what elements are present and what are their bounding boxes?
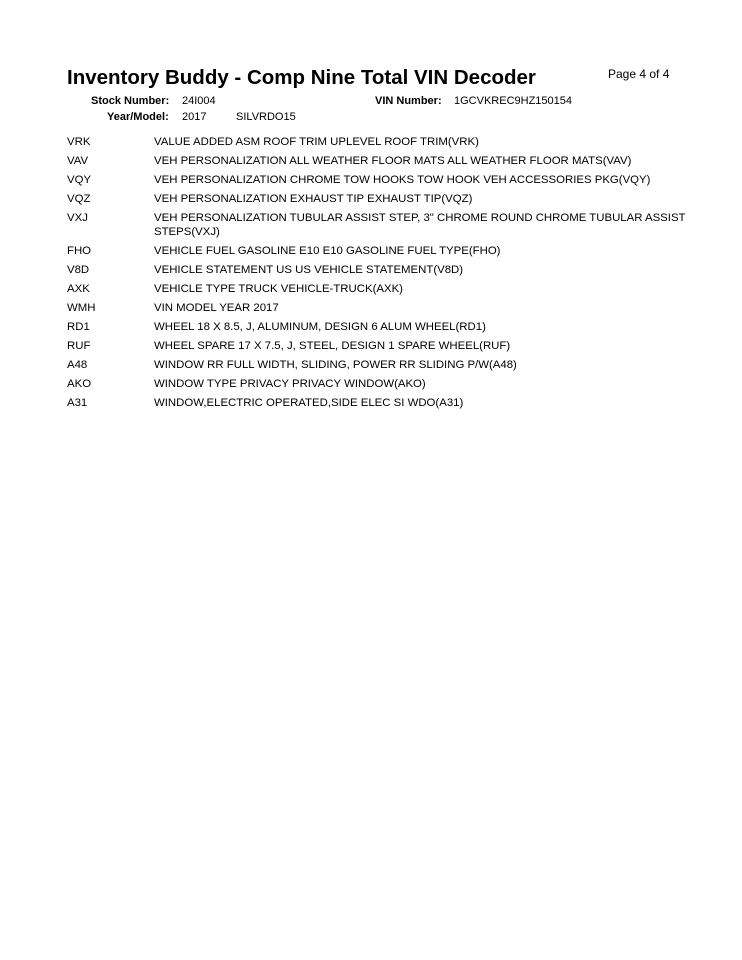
option-description: WINDOW TYPE PRIVACY PRIVACY WINDOW(AKO) xyxy=(154,378,426,390)
option-description: VEHICLE FUEL GASOLINE E10 E10 GASOLINE FUEL TYPE(FHO) xyxy=(154,245,501,257)
option-row xyxy=(67,263,687,277)
option-code: FHO xyxy=(67,245,92,257)
option-description: VIN MODEL YEAR 2017 xyxy=(154,302,279,314)
option-code: VRK xyxy=(67,136,91,148)
option-code: A48 xyxy=(67,359,88,371)
option-row xyxy=(67,396,687,410)
option-row xyxy=(67,301,687,315)
option-description: WINDOW RR FULL WIDTH, SLIDING, POWER RR SLIDING P/W(A48) xyxy=(154,359,517,371)
option-description: VALUE ADDED ASM ROOF TRIM UPLEVEL ROOF TRIM(VRK) xyxy=(154,136,479,148)
option-code: VQZ xyxy=(67,193,91,205)
option-row xyxy=(67,173,687,187)
option-row xyxy=(67,244,687,258)
option-row xyxy=(67,339,687,353)
option-row xyxy=(67,282,687,296)
model-name-value: SILVRDO15 xyxy=(236,111,296,123)
option-description: WINDOW,ELECTRIC OPERATED,SIDE ELEC SI WDO(A31) xyxy=(154,397,464,409)
option-description: WHEEL 18 X 8.5, J, ALUMINUM, DESIGN 6 ALUM WHEEL(RD1) xyxy=(154,321,486,333)
option-code: RUF xyxy=(67,340,91,352)
option-row xyxy=(67,192,687,206)
option-code-list xyxy=(67,135,687,415)
option-row xyxy=(67,211,687,239)
year-model-label: Year/Model: xyxy=(107,111,169,123)
option-code: AXK xyxy=(67,283,90,295)
option-description: VEHICLE TYPE TRUCK VEHICLE-TRUCK(AXK) xyxy=(154,283,403,295)
option-row xyxy=(67,358,687,372)
option-description: VEH PERSONALIZATION EXHAUST TIP EXHAUST TIP(VQZ) xyxy=(154,193,473,205)
option-description: WHEEL SPARE 17 X 7.5, J, STEEL, DESIGN 1 SPARE WHEEL(RUF) xyxy=(154,340,511,352)
option-code: WMH xyxy=(67,302,96,314)
option-row xyxy=(67,135,687,149)
option-description: VEH PERSONALIZATION TUBULAR ASSIST STEP, 3" CHROME ROUND CHROME TUBULAR ASSIST STEPS(VXJ) xyxy=(154,212,686,238)
stock-number-value: 24I004 xyxy=(182,95,216,107)
stock-number-label: Stock Number: xyxy=(91,95,170,107)
option-code: VAV xyxy=(67,155,89,167)
option-code: RD1 xyxy=(67,321,90,333)
option-description: VEH PERSONALIZATION ALL WEATHER FLOOR MATS ALL WEATHER FLOOR MATS(VAV) xyxy=(154,155,632,167)
option-row xyxy=(67,320,687,334)
option-code: A31 xyxy=(67,397,88,409)
vin-number-label: VIN Number: xyxy=(375,95,442,107)
option-row xyxy=(67,377,687,391)
option-row xyxy=(67,154,687,168)
page-title: Inventory Buddy - Comp Nine Total VIN Decoder xyxy=(67,66,536,89)
model-year-value: 2017 xyxy=(182,111,207,123)
option-code: V8D xyxy=(67,264,90,276)
option-description: VEHICLE STATEMENT US US VEHICLE STATEMENT(V8D) xyxy=(154,264,464,276)
option-code: AKO xyxy=(67,378,92,390)
vin-number-value: 1GCVKREC9HZ150154 xyxy=(454,95,573,107)
option-description: VEH PERSONALIZATION CHROME TOW HOOKS TOW HOOK VEH ACCESSORIES PKG(VQY) xyxy=(154,174,651,186)
page-number: Page 4 of 4 xyxy=(608,67,670,81)
option-code: VXJ xyxy=(67,212,88,224)
option-code: VQY xyxy=(67,174,92,186)
